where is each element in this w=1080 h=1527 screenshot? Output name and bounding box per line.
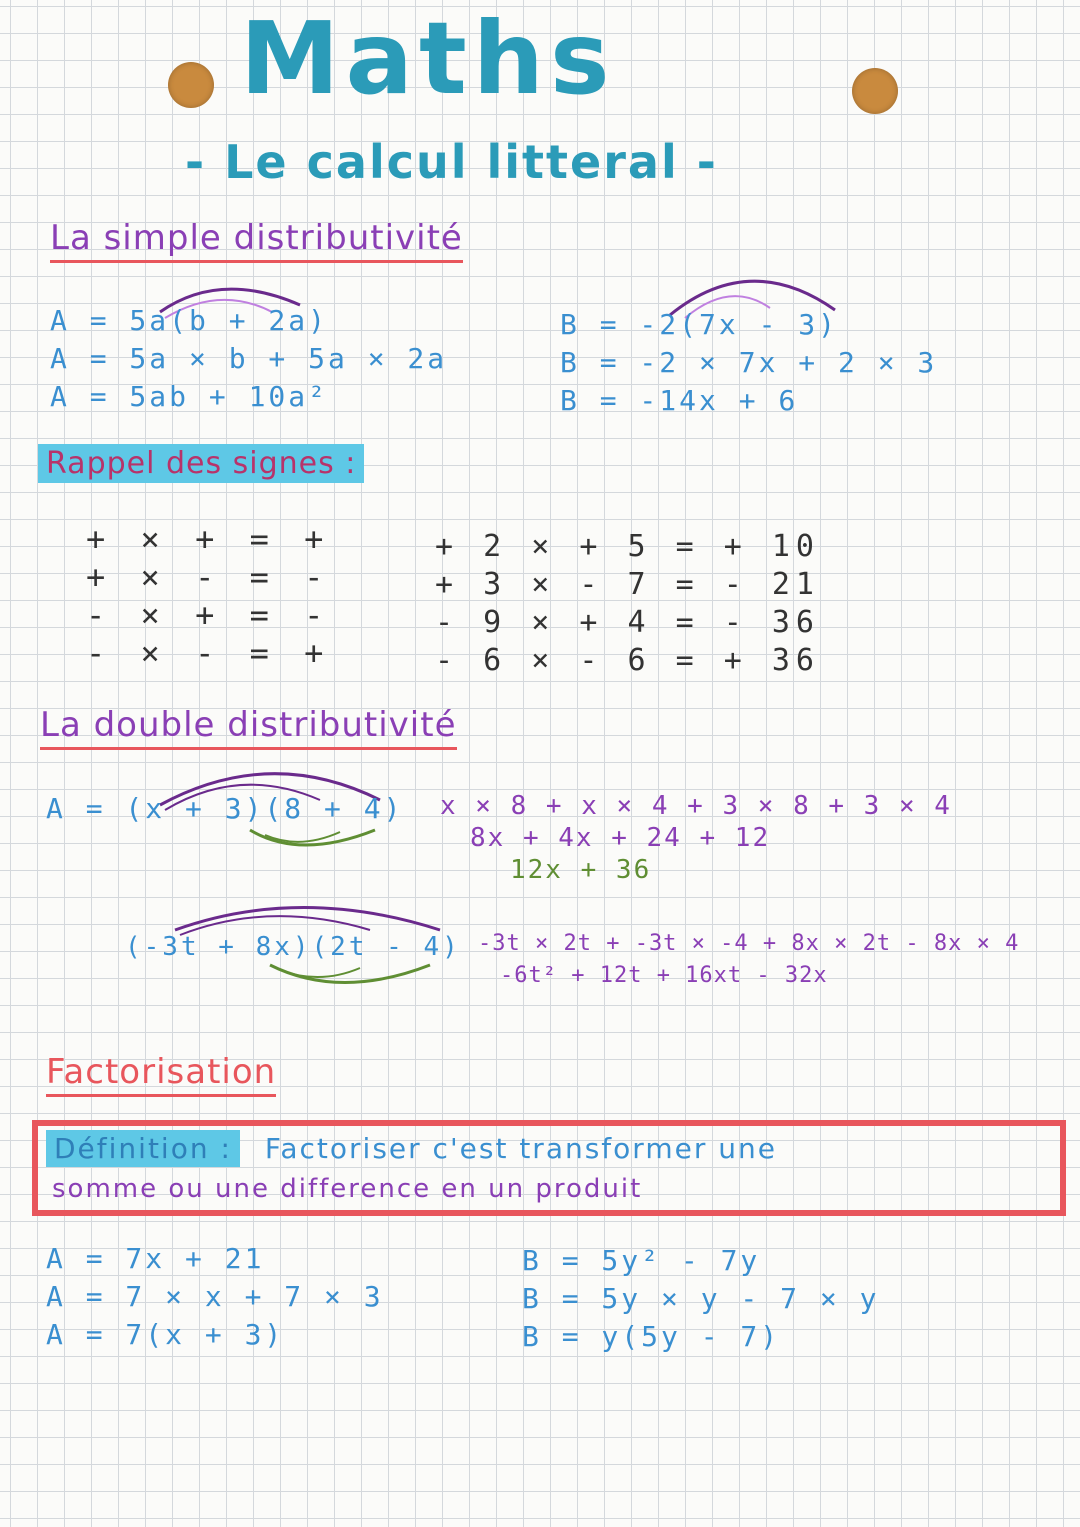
page-title: Maths	[240, 0, 616, 117]
sign-rules	[86, 520, 331, 672]
sign-example-2: + 3 × - 7 = - 21	[435, 567, 820, 602]
factor-A-block	[46, 1240, 384, 1354]
simple-A-line-3: A = 5ab + 10a²	[50, 380, 329, 413]
factor-A-line-3: A = 7(x + 3)	[46, 1318, 285, 1351]
definition-box	[32, 1120, 1066, 1216]
double-ex1-line-2: 8x + 4x + 24 + 12	[470, 823, 771, 853]
simple-B-line-3: B = -14x + 6	[560, 384, 799, 417]
definition-line-2: somme ou une difference en un produit	[52, 1174, 643, 1204]
subtitle-text: - Le calcul litteral -	[185, 135, 718, 189]
sign-rule-2: + × - = -	[86, 558, 332, 596]
sign-rule-3: - × + = -	[86, 596, 332, 634]
double-ex1-line-3: 12x + 36	[510, 855, 652, 885]
factor-A-line-1: A = 7x + 21	[46, 1242, 265, 1275]
heading-simple-distributivite: La simple distributivité	[50, 218, 463, 263]
simple-B-line-2: B = -2 × 7x + 2 × 3	[560, 346, 938, 379]
factor-B-block	[522, 1242, 879, 1356]
definition-line-1	[46, 1132, 777, 1165]
double-ex2-line-2: -6t² + 12t + 16xt - 32x	[500, 963, 828, 988]
simple-A-line-2: A = 5a × b + 5a × 2a	[50, 342, 448, 375]
double-ex2-line-1: -3t × 2t + -3t × -4 + 8x × 2t - 8x × 4	[478, 931, 1020, 956]
sign-rule-1: + × + = +	[86, 520, 332, 558]
double-ex1-work	[440, 790, 952, 886]
simple-B-block	[560, 306, 937, 420]
sign-examples	[435, 528, 820, 680]
heading-factorisation: Factorisation	[46, 1052, 276, 1097]
definition-text-1: Factoriser c'est transformer une	[264, 1132, 777, 1165]
simple-A-line-1: A = 5a(b + 2a)	[50, 304, 329, 337]
factor-B-line-1: B = 5y² - 7y	[522, 1244, 761, 1277]
sign-example-4: - 6 × - 6 = + 36	[435, 643, 820, 678]
heading-double-distributivite: La double distributivité	[40, 705, 457, 750]
double-ex2-left: (-3t + 8x)(2t - 4)	[125, 932, 461, 962]
rappel-signes-highlight: Rappel des signes :	[38, 444, 364, 483]
heading-rappel-signes	[38, 446, 364, 483]
simple-B-line-1: B = -2(7x - 3)	[560, 308, 839, 341]
factor-A-line-2: A = 7 × x + 7 × 3	[46, 1280, 384, 1313]
definition-label: Définition :	[46, 1130, 240, 1167]
factor-B-line-3: B = y(5y - 7)	[522, 1320, 781, 1353]
simple-A-block	[50, 302, 447, 416]
double-ex2-work	[478, 928, 1019, 992]
sign-rule-4: - × - = +	[86, 634, 332, 672]
sign-example-3: - 9 × + 4 = - 36	[435, 605, 820, 640]
double-ex1-left: A = (x + 3)(8 + 4)	[46, 792, 404, 825]
double-ex1-line-1: x × 8 + x × 4 + 3 × 8 + 3 × 4	[440, 791, 952, 821]
sign-example-1: + 2 × + 5 = + 10	[435, 529, 820, 564]
factor-B-line-2: B = 5y × y - 7 × y	[522, 1282, 880, 1315]
